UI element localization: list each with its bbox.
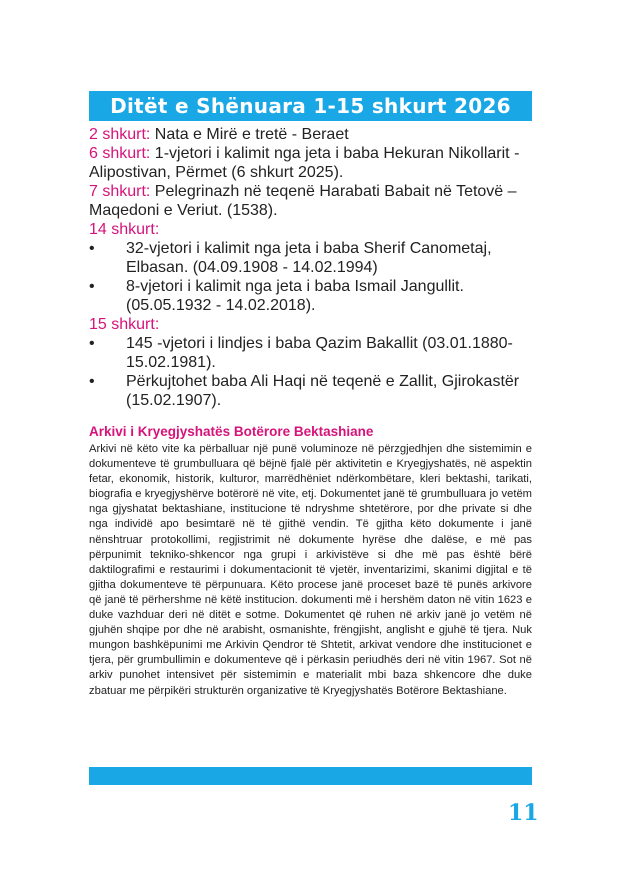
event-date: 7 shkurt: bbox=[89, 183, 151, 200]
page-title: Ditët e Shënuara 1-15 shkurt 2026 bbox=[110, 94, 511, 118]
list-item-text: Përkujtohet baba Ali Haqi në teqenë e Zallit, Gjirokastër (15.02.1907). bbox=[126, 373, 520, 409]
footer-bar bbox=[89, 767, 532, 785]
list-item-text: 145 -vjetori i lindjes i baba Qazim Bakallit (03.01.1880-15.02.1981). bbox=[126, 335, 513, 371]
bullet-icon: • bbox=[89, 335, 95, 352]
event-item bbox=[89, 125, 539, 144]
list-item bbox=[89, 372, 539, 410]
event-date: 2 shkurt: bbox=[89, 126, 151, 143]
list-item bbox=[89, 277, 539, 315]
list-item bbox=[89, 239, 539, 277]
section-heading: Arkivi i Kryegjyshatës Botërore Bektashiane bbox=[89, 424, 374, 439]
bullet-icon: • bbox=[89, 240, 95, 257]
event-text: Pelegrinazh në teqenë Harabati Babait në Tetovë – Maqedoni e Veriut. (1538). bbox=[89, 183, 517, 219]
events-list bbox=[89, 125, 539, 410]
list-item-text: 8-vjetori i kalimit nga jeta i baba Ismail Jangullit. (05.05.1932 - 14.02.2018). bbox=[126, 278, 464, 314]
event-item bbox=[89, 144, 539, 182]
event-item bbox=[89, 182, 539, 220]
list-item-text: 32-vjetori i kalimit nga jeta i baba Sherif Canometaj, Elbasan. (04.09.1908 - 14.02.1994) bbox=[126, 240, 492, 276]
bullet-icon: • bbox=[89, 278, 95, 295]
event-text: 1-vjetori i kalimit nga jeta i baba Hekuran Nikollarit - Alipostivan, Përmet (6 shkurt 2025). bbox=[89, 145, 520, 181]
page-number: 11 bbox=[508, 800, 539, 826]
section-body: Arkivi në këto vite ka përballuar një punë voluminoze në përzgjedhjen dhe sistemimin e dokumenteve të grumbulluara që bëjnë fjalë për aktivitetin e Kryegjyshatës, në aspektin fetar, ekonomik, historik, kulturor, marrëdhëniet ndërkombëtare, kleri bektashi, tarikati, biografia e kryegjyshërve botërorë në vite, etj. Dokumentet janë të grumbulluara jo vetëm nga gjyshatat bektashiane, institucione të ndryshme shtetërore, por dhe private si dhe nga individë apo besimtarë në të gjithë vendin. Të gjitha këto dokumente i janë nënshtruar protokollimi, regjistrimit në dokumente hyrëse dhe dalëse, e më pas përpunimit tekniko-shkencor nga grupi i arkivistëve si dhe më pas është bërë daktilografimi e restaurimi i dokumentacionit të vjetër, inventarizimi, skanimi digjital e të gjitha dokumenteve të përpunuara. Këto procese janë proceset bazë të punës arkivore që janë të përhershme në këtë institucion. dokumenti më i hershëm daton në vitin 1623 e duke vazhduar deri në ditët e sotme. Dokumentet që ruhen në arkiv janë jo vetëm në gjuhën shqipe por dhe në arabisht, osmanishte, frëngjisht, anglisht e gjuhë të tjera. Nuk mungon bashkëpunimi me Arkivin Qendror të Shtetit, arkivat vendore dhe institucionet e tjera, për grumbullimin e dokumenteve që i përkasin periudhës deri në vitin 1967. Sot në arkiv punohet intensivet për sistemimin e materialit mbi baza shkencore dhe duke zbatuar me përpikëri strukturën organizative të Kryegjyshatës Botërore Bektashiane. bbox=[89, 443, 532, 697]
event-date: 6 shkurt: bbox=[89, 145, 151, 162]
event-item bbox=[89, 315, 539, 334]
event-text: Nata e Mirë e tretë - Beraet bbox=[150, 126, 349, 143]
bullet-icon: • bbox=[89, 373, 95, 390]
event-date: 15 shkurt: bbox=[89, 316, 160, 333]
event-item bbox=[89, 220, 539, 239]
list-item bbox=[89, 334, 539, 372]
page-title-banner bbox=[89, 91, 532, 121]
event-date: 14 shkurt: bbox=[89, 221, 160, 238]
